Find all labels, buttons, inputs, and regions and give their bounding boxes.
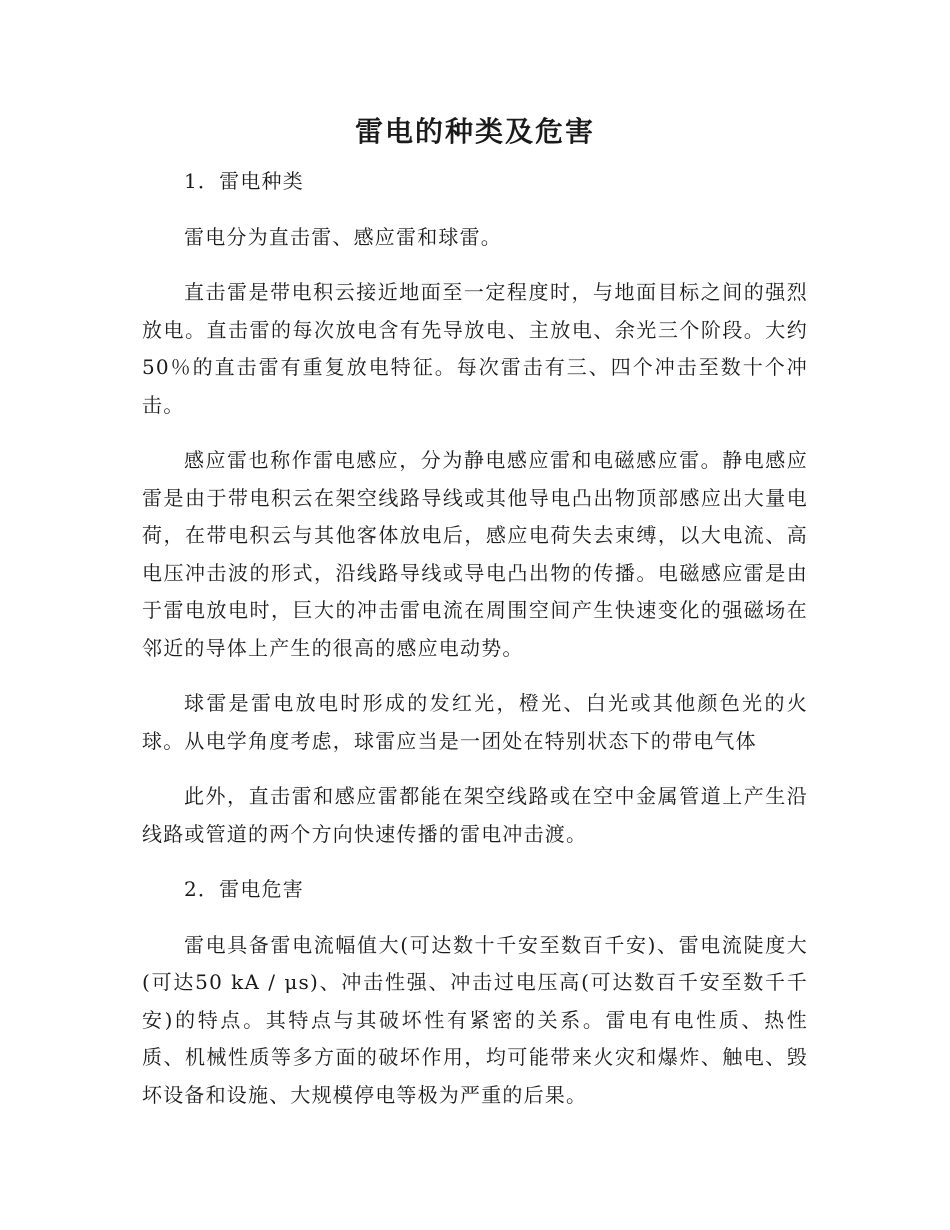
section-heading-types: 1．雷电种类 (184, 169, 304, 193)
paragraph-surge-propagation: 此外，直击雷和感应雷都能在架空线路或在空中金属管道上产生沿线路或管道的两个方向快速传播的雷电冲击渡。 (142, 784, 808, 846)
paragraph-lightning-categories: 雷电分为直击雷、感应雷和球雷。 (184, 224, 502, 249)
paragraph-induced-lightning: 感应雷也称作雷电感应，分为静电感应雷和电磁感应雷。静电感应雷是由于带电积云在架空线路导线或其他导电凸出物顶部感应出大量电荷，在带电积云与其他客体放电后，感应电荷失去束缚，以大电流、高电压冲击波的形式，沿线路导线或导电凸出物的传播。电磁感应雷是由于雷电放电时，巨大的冲击雷电流在周围空间产生快速变化的强磁场在邻近的导体上产生的很高的感应电动势。 (142, 448, 808, 660)
paragraph-lightning-hazards: 雷电具备雷电流幅值大(可达数十千安至数百千安)、雷电流陡度大(可达50 kA / μs)、冲击性强、冲击过电压高(可达数百千安至数千千安)的特点。其特点与其破坏性有紧密的关系。雷电有电性质、热性质、机械性质等多方面的破坏作用，均可能带来火灾和爆炸、触电、毁坏设备和设施、大规模停电等极为严重的后果。 (142, 932, 808, 1107)
page-title: 雷电的种类及危害 (354, 115, 595, 148)
document-body (142, 163, 808, 1132)
paragraph-direct-lightning: 直击雷是带电积云接近地面至一定程度时，与地面目标之间的强烈放电。直击雷的每次放电含有先导放电、主放电、余光三个阶段。大约50％的直击雷有重复放电特征。每次雷击有三、四个冲击至数十个冲击。 (142, 280, 808, 417)
section-heading-hazards: 2．雷电危害 (184, 877, 304, 901)
paragraph-ball-lightning: 球雷是雷电放电时形成的发红光，橙光、白光或其他颜色光的火球。从电学角度考虑，球雷应当是一团处在特别状态下的带电气体 (142, 691, 808, 753)
